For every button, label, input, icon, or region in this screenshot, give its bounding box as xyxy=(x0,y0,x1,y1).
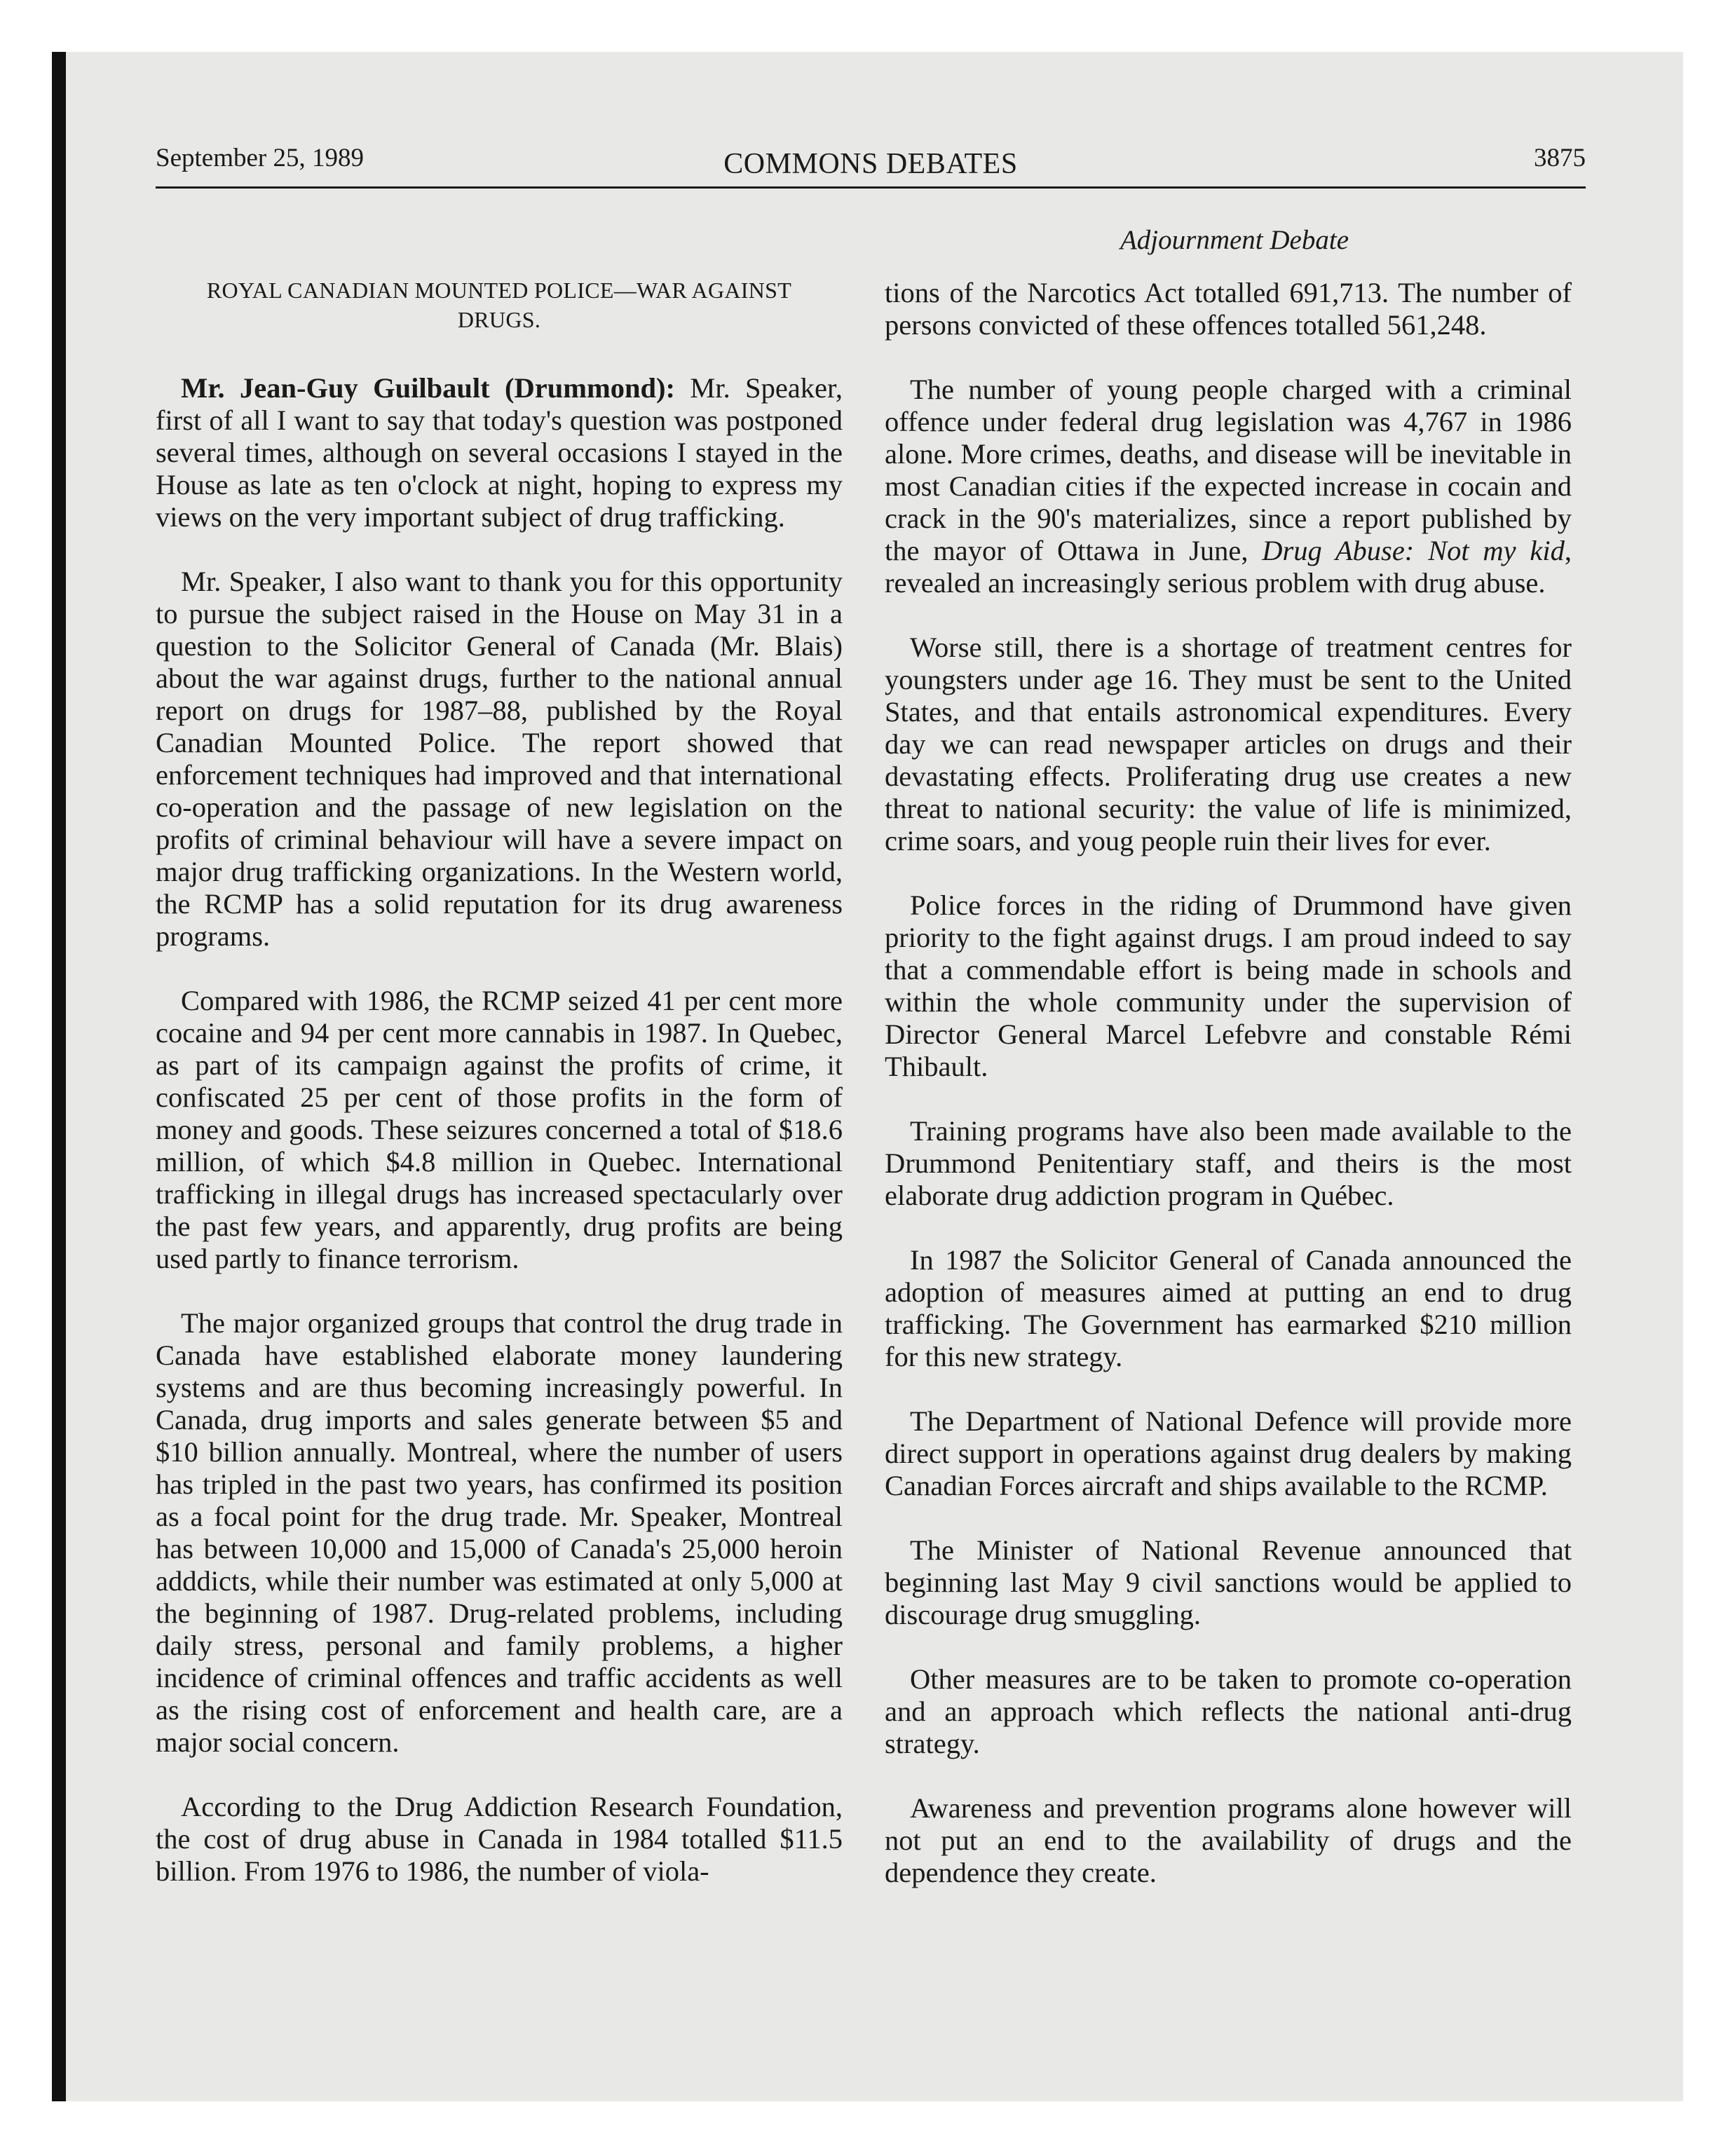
paragraph: In 1987 the Solicitor General of Canada announced the adoption of measures aimed at putting an end to drug trafficking. The Government has earmarked $210 million for this new strategy. xyxy=(885,1244,1572,1372)
binding-edge xyxy=(52,52,66,2101)
paragraph: Training programs have also been made available to the Drummond Penitentiary staff, and theirs is the most elaborate drug addiction program in Québec. xyxy=(885,1115,1572,1211)
paragraph: Worse still, there is a shortage of treatment centres for youngsters under age 16. They must be sent to the United States, and that entails astronomical expenditures. Every day we can read newspaper articles on drugs and their devastating effects. Proliferating drug use creates a new threat to national security: the value of life is minimized, crime soars, and youg people ruin their lives for ever. xyxy=(885,632,1572,857)
paragraph: Mr. Speaker, I also want to thank you for this opportunity to pursue the subject raised in the House on May 31 in a question to the Solicitor General of Canada (Mr. Blais) about the war against drugs, further to the national annual report on drugs for 1987–88, published by the Royal Canadian Mounted Police. The report showed that enforcement techniques had improved and that international co-operation and the passage of new legislation on the profits of criminal behaviour will have a severe impact on major drug trafficking organizations. In the Western world, the RCMP has a solid reputation for its drug awareness programs. xyxy=(156,566,843,952)
paragraph: The Minister of National Revenue announced that beginning last May 9 civil sanctions would be applied to discourage drug smuggling. xyxy=(885,1534,1572,1630)
paragraph: Other measures are to be taken to promote co-operation and an approach which reflects the national anti-drug strategy. xyxy=(885,1663,1572,1759)
paragraph: Awareness and prevention programs alone however will not put an end to the availability of drugs and the dependence they create. xyxy=(885,1792,1572,1888)
paragraph: Compared with 1986, the RCMP seized 41 per cent more cocaine and 94 per cent more cannabis in 1987. In Quebec, as part of its campaign against the profits of crime, it confiscated 25 per cent of those profits in the form of money and goods. These seizures concerned a total of $18.6 million, of which $4.8 million in Quebec. International trafficking in illegal drugs has increased spectacularly over the past few years, and apparently, drug profits are being used partly to finance terrorism. xyxy=(156,985,843,1274)
paragraph: According to the Drug Addiction Research Foundation, the cost of drug abuse in Canada in 1984 totalled $11.5 billion. From 1976 to 1986, the number of viola- xyxy=(156,1791,843,1887)
paragraph: The major organized groups that control the drug trade in Canada have established elaborate money laundering systems and are thus becoming increasingly powerful. In Canada, drug imports and sales generate between $5 and $10 billion annually. Montreal, where the number of users has tripled in the past two years, has confirmed its position as a focal point for the drug trade. Mr. Speaker, Montreal has between 10,000 and 15,000 of Canada's 25,000 heroin adddicts, while their number was estimated at only 5,000 at the beginning of 1987. Drug-related problems, including daily stress, personal and family problems, a higher incidence of criminal offences and traffic accidents as well as the rising cost of enforcement and health care, are a major social concern. xyxy=(156,1307,843,1758)
page-header xyxy=(156,143,1586,186)
running-head: Adjournment Debate xyxy=(1120,225,1349,255)
paragraph xyxy=(885,374,1572,599)
left-column xyxy=(156,275,843,1920)
header-rule xyxy=(156,186,1586,189)
report-title: Drug Abuse: Not my kid xyxy=(1262,535,1565,566)
right-column xyxy=(885,277,1572,1921)
header-date: September 25, 1989 xyxy=(156,144,364,172)
header-page-number: 3875 xyxy=(1534,144,1586,172)
speaker-name: Mr. Jean-Guy Guilbault (Drummond): xyxy=(181,372,675,404)
paragraph-text: The number of young people charged with a criminal offence under federal drug legislation was 4,767 in 1986 alone. More crimes, deaths, and disease will be inevitable in most Canadian cities if the expected increase in cocain and crack in the 90's materializes, since a report published by the mayor of Ottawa in June, xyxy=(885,374,1572,566)
paragraph-text: Mr. Speaker, first of all I want to say that today's question was postponed several times, although on several occasions I stayed in the House as late as ten o'clock at night, hoping to express my views on the very important subject of drug trafficking. xyxy=(156,372,843,533)
paragraph: Police forces in the riding of Drummond have given priority to the fight against drugs. I am proud indeed to say that a commendable effort is being made in schools and within the whole community under the supervision of Director General Marcel Lefebvre and constable Rémi Thibault. xyxy=(885,889,1572,1082)
paragraph xyxy=(156,372,843,533)
paragraph: The Department of National Defence will provide more direct support in operations against drug dealers by making Canadian Forces aircraft and ships available to the RCMP. xyxy=(885,1405,1572,1501)
paragraph-text: , revealed an increasingly serious problem with drug abuse. xyxy=(885,535,1572,599)
header-title: COMMONS DEBATES xyxy=(723,148,1018,180)
paragraph: tions of the Narcotics Act totalled 691,713. The number of persons convicted of these offences totalled 561,248. xyxy=(885,277,1572,341)
section-heading: ROYAL CANADIAN MOUNTED POLICE—WAR AGAINST DRUGS. xyxy=(206,278,792,332)
